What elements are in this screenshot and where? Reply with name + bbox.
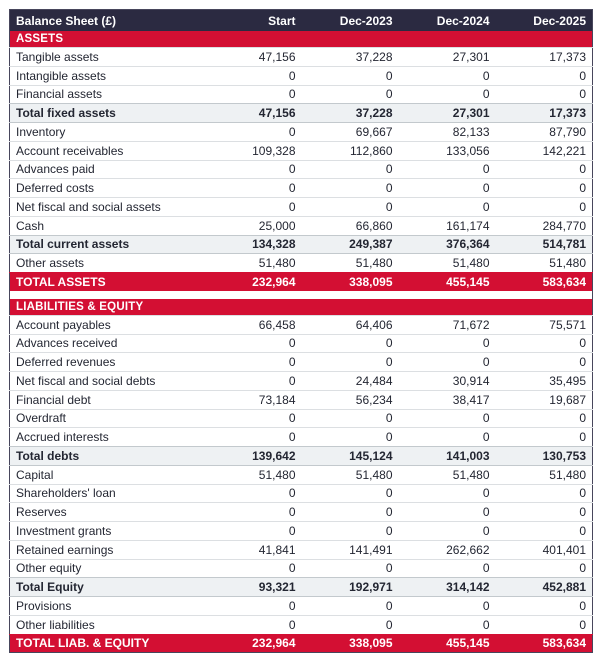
cell-value: 0 [399,559,496,578]
row-label: Financial debt [10,390,205,409]
table-row [10,522,593,541]
row-label: Deferred revenues [10,353,205,372]
row-label: Account payables [10,315,205,334]
row-label: Shareholders' loan [10,484,205,503]
cell-value: 583,634 [496,634,593,653]
cell-value: 66,860 [302,216,399,235]
cell-value: 51,480 [399,254,496,273]
cell-value: 66,458 [205,315,302,334]
column-header-dec-2025: Dec-2025 [496,10,593,32]
cell-value: 0 [399,353,496,372]
cell-value: 0 [399,85,496,104]
row-label: Total debts [10,447,205,466]
cell-value: 0 [205,522,302,541]
cell-value: 0 [496,179,593,198]
row-label: Financial assets [10,85,205,104]
table-row [10,198,593,217]
cell-value: 0 [302,559,399,578]
cell-value: 401,401 [496,540,593,559]
row-label: Capital [10,465,205,484]
cell-value: 51,480 [302,254,399,273]
cell-value: 51,480 [205,465,302,484]
cell-value: 35,495 [496,372,593,391]
cell-value: 0 [496,615,593,634]
cell-value: 41,841 [205,540,302,559]
column-header-start: Start [205,10,302,32]
cell-value: 17,373 [496,104,593,123]
row-label: Total fixed assets [10,104,205,123]
cell-value: 51,480 [399,465,496,484]
row-label: TOTAL ASSETS [10,273,205,291]
cell-value: 0 [205,615,302,634]
cell-value: 0 [496,428,593,447]
cell-value: 0 [399,409,496,428]
cell-value: 133,056 [399,141,496,160]
cell-value: 112,860 [302,141,399,160]
cell-value: 47,156 [205,48,302,67]
cell-value: 262,662 [399,540,496,559]
cell-value: 0 [302,597,399,616]
row-label: Advances received [10,334,205,353]
table-row [10,428,593,447]
cell-value: 73,184 [205,390,302,409]
cell-value: 51,480 [205,254,302,273]
table-row [10,273,593,291]
cell-value: 338,095 [302,273,399,291]
table-row [10,503,593,522]
cell-value: 0 [205,597,302,616]
row-label: Total Equity [10,578,205,597]
cell-value: 0 [496,85,593,104]
section-gap [10,291,593,299]
table-row [10,409,593,428]
cell-value: 0 [205,428,302,447]
cell-value: 0 [399,484,496,503]
cell-value: 376,364 [399,235,496,254]
cell-value: 0 [302,484,399,503]
cell-value: 0 [205,198,302,217]
cell-value: 0 [302,409,399,428]
cell-value: 161,174 [399,216,496,235]
table-row [10,540,593,559]
cell-value: 71,672 [399,315,496,334]
cell-value: 0 [205,66,302,85]
row-label: Reserves [10,503,205,522]
cell-value: 0 [496,409,593,428]
column-header-dec-2023: Dec-2023 [302,10,399,32]
row-label: Other assets [10,254,205,273]
table-row [10,465,593,484]
cell-value: 0 [205,372,302,391]
cell-value: 0 [302,198,399,217]
cell-value: 37,228 [302,48,399,67]
cell-value: 25,000 [205,216,302,235]
table-row [10,597,593,616]
cell-value: 51,480 [496,254,593,273]
cell-value: 19,687 [496,390,593,409]
cell-value: 0 [302,85,399,104]
table-header-row [10,10,593,32]
row-label: Other liabilities [10,615,205,634]
cell-value: 0 [399,66,496,85]
cell-value: 0 [205,160,302,179]
cell-value: 249,387 [302,235,399,254]
cell-value: 455,145 [399,273,496,291]
cell-value: 0 [496,66,593,85]
cell-value: 30,914 [399,372,496,391]
row-label: Accrued interests [10,428,205,447]
row-label: Net fiscal and social assets [10,198,205,217]
table-row [10,634,593,653]
cell-value: 0 [302,428,399,447]
cell-value: 0 [302,522,399,541]
cell-value: 109,328 [205,141,302,160]
cell-value: 139,642 [205,447,302,466]
cell-value: 0 [205,559,302,578]
cell-value: 51,480 [302,465,399,484]
cell-value: 0 [302,179,399,198]
cell-value: 0 [399,334,496,353]
cell-value: 24,484 [302,372,399,391]
cell-value: 64,406 [302,315,399,334]
table-row [10,48,593,67]
balance-sheet-table [9,9,593,653]
table-row [10,141,593,160]
table-row [10,235,593,254]
row-label: Cash [10,216,205,235]
cell-value: 56,234 [302,390,399,409]
cell-value: 284,770 [496,216,593,235]
cell-value: 452,881 [496,578,593,597]
cell-value: 0 [205,353,302,372]
cell-value: 0 [399,198,496,217]
cell-value: 583,634 [496,273,593,291]
cell-value: 0 [496,198,593,217]
table-row [10,66,593,85]
cell-value: 0 [302,160,399,179]
cell-value: 0 [399,615,496,634]
table-row [10,578,593,597]
row-label: Net fiscal and social debts [10,372,205,391]
table-row [10,160,593,179]
cell-value: 0 [205,179,302,198]
cell-value: 141,003 [399,447,496,466]
table-row [10,334,593,353]
cell-value: 38,417 [399,390,496,409]
cell-value: 514,781 [496,235,593,254]
table-row [10,179,593,198]
cell-value: 75,571 [496,315,593,334]
cell-value: 0 [496,353,593,372]
cell-value: 87,790 [496,123,593,142]
row-label: Advances paid [10,160,205,179]
cell-value: 0 [399,503,496,522]
table-row [10,315,593,334]
cell-value: 27,301 [399,48,496,67]
row-label: Investment grants [10,522,205,541]
cell-value: 232,964 [205,634,302,653]
cell-value: 130,753 [496,447,593,466]
cell-value: 0 [399,179,496,198]
table-row [10,559,593,578]
table-row [10,85,593,104]
table-row [10,104,593,123]
row-label: Deferred costs [10,179,205,198]
row-label: Tangible assets [10,48,205,67]
cell-value: 0 [205,123,302,142]
cell-value: 0 [302,66,399,85]
column-header-dec-2024: Dec-2024 [399,10,496,32]
row-label: Provisions [10,597,205,616]
cell-value: 47,156 [205,104,302,123]
cell-value: 0 [496,597,593,616]
cell-value: 0 [302,353,399,372]
cell-value: 69,667 [302,123,399,142]
row-label: Other equity [10,559,205,578]
cell-value: 0 [399,160,496,179]
section-header-label: LIABILITIES & EQUITY [10,299,593,316]
table-row [10,372,593,391]
cell-value: 0 [205,409,302,428]
balance-sheet [9,9,593,653]
cell-value: 51,480 [496,465,593,484]
row-label: TOTAL LIAB. & EQUITY [10,634,205,653]
balance-sheet-body [10,31,593,653]
table-row [10,123,593,142]
cell-value: 27,301 [399,104,496,123]
cell-value: 0 [205,484,302,503]
cell-value: 0 [496,160,593,179]
row-label: Inventory [10,123,205,142]
cell-value: 0 [496,334,593,353]
cell-value: 0 [205,503,302,522]
row-label: Intangible assets [10,66,205,85]
row-label: Overdraft [10,409,205,428]
cell-value: 0 [205,334,302,353]
cell-value: 0 [302,615,399,634]
cell-value: 314,142 [399,578,496,597]
cell-value: 37,228 [302,104,399,123]
section-header-row [10,299,593,316]
column-header-title: Balance Sheet (£) [10,10,205,32]
cell-value: 0 [302,334,399,353]
cell-value: 0 [399,428,496,447]
cell-value: 93,321 [205,578,302,597]
table-row [10,447,593,466]
cell-value: 0 [205,85,302,104]
row-label: Total current assets [10,235,205,254]
table-row [10,216,593,235]
table-row [10,254,593,273]
row-label: Account receivables [10,141,205,160]
table-row [10,484,593,503]
cell-value: 455,145 [399,634,496,653]
cell-value: 142,221 [496,141,593,160]
cell-value: 17,373 [496,48,593,67]
section-header-label: ASSETS [10,31,593,48]
cell-value: 0 [496,559,593,578]
cell-value: 232,964 [205,273,302,291]
section-gap-cell [10,291,593,299]
table-row [10,353,593,372]
cell-value: 0 [302,503,399,522]
cell-value: 0 [496,484,593,503]
cell-value: 0 [399,597,496,616]
cell-value: 145,124 [302,447,399,466]
cell-value: 0 [399,522,496,541]
cell-value: 0 [496,503,593,522]
table-row [10,390,593,409]
cell-value: 0 [496,522,593,541]
section-header-row [10,31,593,48]
cell-value: 134,328 [205,235,302,254]
table-row [10,615,593,634]
row-label: Retained earnings [10,540,205,559]
cell-value: 192,971 [302,578,399,597]
cell-value: 82,133 [399,123,496,142]
cell-value: 141,491 [302,540,399,559]
cell-value: 338,095 [302,634,399,653]
